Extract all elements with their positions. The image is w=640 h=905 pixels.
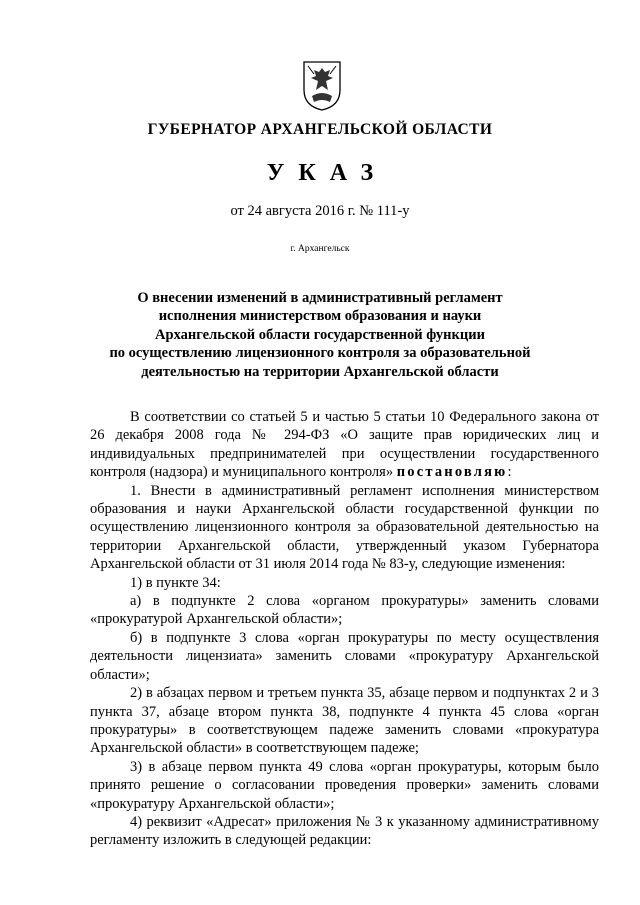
title-line: Архангельской области государственной функции xyxy=(155,326,485,343)
body-paragraph: б) в подпункте 3 слова «орган прокуратуры по месту осуществления деятельности лицензиата» заменить словами «прокуратуру Архангельской области»; xyxy=(90,629,599,683)
title-line: исполнения министерством образования и науки xyxy=(158,308,482,325)
document-body xyxy=(90,408,599,850)
title-line: по осуществлению лицензионного контроля за образовательной xyxy=(109,345,531,362)
date-number: от 24 августа 2016 г. № 111-у xyxy=(230,203,410,219)
preamble-text: В соответствии со статьей 5 и частью 5 статьи 10 Федерального закона от 26 декабря 2008 года № 294-ФЗ «О защите прав юридических лиц и индивидуальных предпринимателей при осуществлении государственного контроля (надзора) и муниципального контроля» xyxy=(90,409,599,481)
body-paragraph: 1) в пункте 34: xyxy=(130,574,221,591)
document-type: УКАЗ xyxy=(266,160,388,186)
document-title xyxy=(90,289,550,381)
coat-of-arms-icon xyxy=(302,60,342,112)
body-paragraph: 1. Внести в административный регламент исполнения министерством образования и науки Архангельской области государственной функции по осуществлению лицензионного контроля за образовательной деятельностью на территории Архангельской области, утвержденный указом Губернатора Архангельской области от 31 июля 2014 года № 83-у, следующие изменения: xyxy=(90,482,599,573)
body-paragraph: а) в подпункте 2 слова «органом прокуратуры» заменить словами «прокуратурой Архангельской области»; xyxy=(90,593,599,628)
title-line: О внесении изменений в административный регламент xyxy=(137,290,503,306)
body-paragraph: 2) в абзацах первом и третьем пункта 35, абзаце первом и подпунктах 2 и 3 пункта 37, абзаце втором пункта 38, подпункте 4 пункта 45 слова «орган прокуратуры» в соответствующем падеже заменить словами «прокуратура Архангельской области» в соответствующем падеже; xyxy=(90,685,599,757)
preamble-paragraph xyxy=(90,408,599,482)
title-line: деятельностью на территории Архангельской области xyxy=(141,363,499,380)
body-paragraph: 4) реквизит «Адресат» приложения № 3 к указанному административному регламенту изложить в следующей редакции: xyxy=(90,813,599,849)
decree-word: постановляю xyxy=(396,464,508,481)
body-paragraph: 3) в абзаце первом пункта 49 слова «орган прокуратуры, которым было принято решение о согласовании проведения проверки» заменить словами «прокуратуру Архангельской области»; xyxy=(90,758,599,812)
place: г. Архангельск xyxy=(290,244,350,254)
issuer-heading: ГУБЕРНАТОР АРХАНГЕЛЬСКОЙ ОБЛАСТИ xyxy=(147,121,493,138)
decree-suffix: : xyxy=(507,464,512,481)
